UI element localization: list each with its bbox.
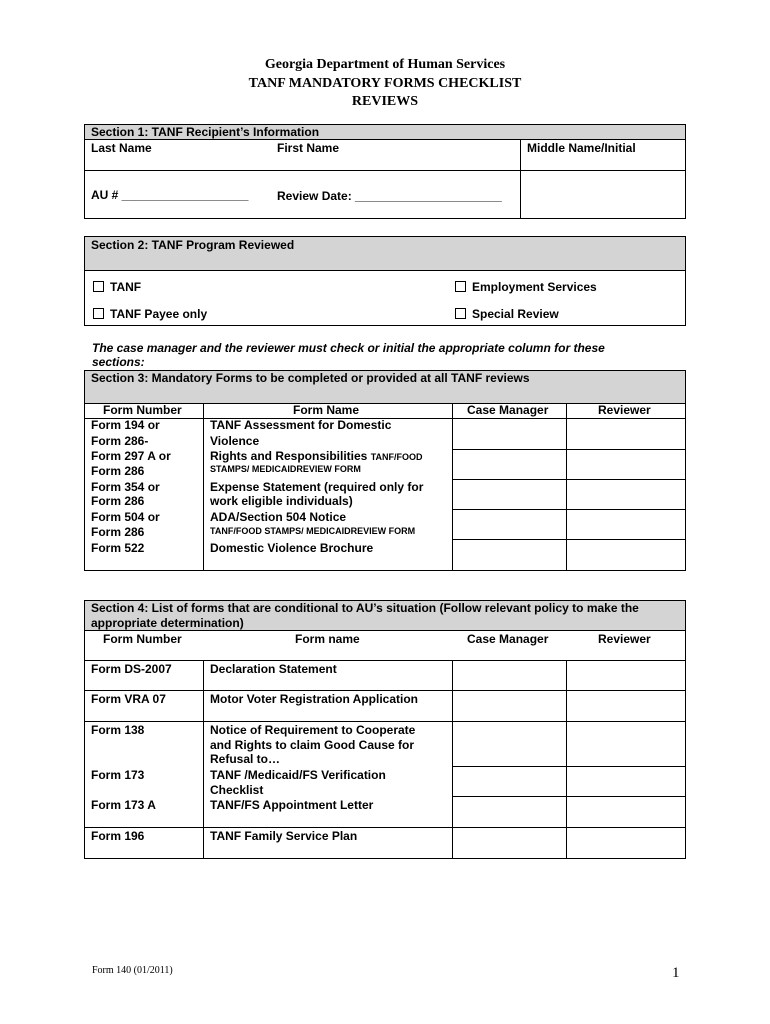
divider (452, 796, 686, 797)
divider (452, 403, 453, 571)
divider (203, 403, 204, 571)
form-name-cell: ADA/Section 504 Notice (210, 510, 347, 524)
divider (84, 721, 686, 722)
col-form-name: Form Name (293, 403, 360, 417)
form-number-cell: Form VRA 07 (91, 692, 166, 706)
col-form-number: Form Number (103, 403, 182, 417)
divider (84, 270, 686, 271)
checkbox-icon[interactable] (93, 308, 104, 319)
col-case-manager: Case Manager (467, 632, 549, 646)
divider (566, 660, 567, 859)
section1-title: Section 1: TANF Recipient’s Information (91, 125, 320, 139)
first-name-label: First Name (277, 141, 340, 155)
form-name-cell: Refusal to… (210, 752, 281, 766)
form-name-cell: TANF Assessment for Domestic (210, 418, 392, 432)
instruction-note: The case manager and the reviewer must check or initial the appropriate column for these sections: (92, 341, 605, 369)
section2-title: Section 2: TANF Program Reviewed (91, 238, 295, 252)
form-footer: Form 140 (01/2011) (92, 965, 173, 976)
doc-title-line2: TANF MANDATORY FORMS CHECKLIST (248, 76, 522, 91)
form-name-cell: Motor Voter Registration Application (210, 692, 419, 706)
form-number-cell: Form 194 or (91, 418, 160, 432)
divider (452, 766, 686, 767)
page-number: 1 (672, 965, 680, 981)
form-number-cell: Form 354 or (91, 480, 160, 494)
doc-title-line1: Georgia Department of Human Services (264, 57, 506, 72)
form-number-cell: Form 522 (91, 541, 145, 555)
option-employment-services[interactable]: Employment Services (455, 280, 597, 295)
form-number-cell: Form 286- (91, 434, 149, 448)
divider (452, 509, 686, 510)
divider (452, 539, 686, 540)
col-reviewer: Reviewer (598, 403, 651, 417)
divider (203, 660, 204, 859)
form-name-cell: TANF /Medicaid/FS Verification (210, 768, 386, 782)
form-name-cell: Domestic Violence Brochure (210, 541, 374, 555)
form-name-cell: Notice of Requirement to Cooperate (210, 723, 416, 737)
form-name-cell: TANF/FS Appointment Letter (210, 798, 374, 812)
form-number-cell: Form 196 (91, 829, 145, 843)
doc-title-line3: REVIEWS (351, 94, 419, 109)
form-number-cell: Form 173 A (91, 798, 156, 812)
divider (566, 403, 567, 571)
option-tanf-payee-only[interactable]: TANF Payee only (93, 307, 207, 322)
form-number-cell: Form 286 (91, 525, 145, 539)
divider (452, 449, 686, 450)
col-reviewer: Reviewer (598, 632, 651, 646)
middle-name-label: Middle Name/Initial (527, 141, 636, 155)
form-name-cell: STAMPS/ MEDICAIDREVIEW FORM (210, 464, 361, 474)
form-number-cell: Form 138 (91, 723, 145, 737)
form-name-cell: Violence (210, 434, 260, 448)
form-name-cell: TANF Family Service Plan (210, 829, 358, 843)
form-number-cell: Form 173 (91, 768, 145, 782)
divider (84, 690, 686, 691)
divider (84, 660, 686, 661)
form-name-cell: Checklist (210, 783, 264, 797)
form-number-cell: Form 286 (91, 494, 145, 508)
option-tanf[interactable]: TANF (93, 280, 141, 295)
form-name-cell: and Rights to claim Good Cause for (210, 738, 415, 752)
col-case-manager: Case Manager (467, 403, 549, 417)
divider (452, 479, 686, 480)
form-name-cell: Declaration Statement (210, 662, 337, 676)
form-number-cell: Form 297 A or (91, 449, 171, 463)
col-form-number: Form Number (103, 632, 182, 646)
form-name-cell: TANF/FOOD STAMPS/ MEDICAIDREVIEW FORM (210, 526, 416, 536)
form-number-cell: Form 286 (91, 464, 145, 478)
divider (452, 660, 453, 859)
form-name-cell: work eligible individuals) (210, 494, 353, 508)
review-date-field[interactable]: Review Date: ______________________ (277, 189, 502, 203)
section4-title-line1: Section 4: List of forms that are conditional to AU’s situation (Follow relevant policy to make the (91, 601, 639, 615)
divider (84, 827, 686, 828)
last-name-label: Last Name (91, 141, 152, 155)
form-number-cell: Form 504 or (91, 510, 160, 524)
checkbox-icon[interactable] (455, 308, 466, 319)
au-number-field[interactable]: AU # ___________________ (91, 188, 249, 202)
form-name-cell: Expense Statement (required only for (210, 480, 424, 494)
section3-title: Section 3: Mandatory Forms to be completed or provided at all TANF reviews (91, 371, 530, 385)
col-form-name: Form name (295, 632, 360, 646)
divider (84, 170, 686, 171)
checkbox-icon[interactable] (93, 281, 104, 292)
section4-title-line2: appropriate determination) (91, 616, 244, 630)
section3-border (84, 370, 686, 571)
form-number-cell: Form DS-2007 (91, 662, 172, 676)
option-special-review[interactable]: Special Review (455, 307, 559, 322)
divider (520, 139, 521, 219)
form-name-cell: Rights and Responsibilities TANF/FOOD (210, 449, 423, 463)
checkbox-icon[interactable] (455, 281, 466, 292)
